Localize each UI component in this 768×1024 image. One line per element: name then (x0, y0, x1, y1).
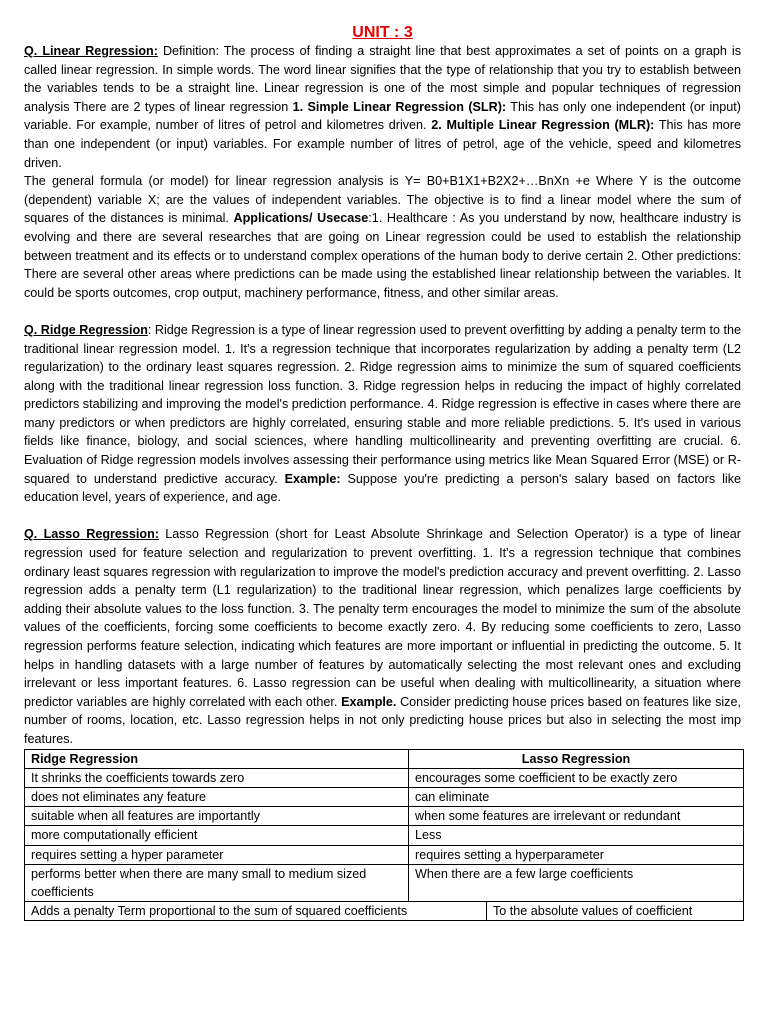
ridge-regression-heading: Q. Ridge Regression (24, 322, 148, 337)
table-cell: does not eliminates any feature (25, 787, 409, 806)
spacer (24, 507, 741, 526)
table-cell: suitable when all features are importantly (25, 807, 409, 826)
table-cell: Adds a penalty Term proportional to the sum of squared coefficients (25, 902, 487, 921)
table-header-row (25, 749, 744, 768)
table-cell: requires setting a hyper parameter (25, 845, 409, 864)
table-row (25, 864, 744, 901)
table-row (25, 845, 744, 864)
table-cell: To the absolute values of coefficient (487, 902, 744, 921)
comparison-table (24, 749, 744, 903)
ridge-regression-paragraph: Q. Ridge Regression: Ridge Regression is a type of linear regression used to prevent overfitting by adding a penalty term to the traditional linear regression model. 1. It's a regression technique that incorporates regularization by adding a penalty term (L2 regularization) to the ordinary least squares regression. 2. Ridge regression aims to minimize the sum of squared coefficients along with the traditional linear regression loss function. 3. Ridge regression helps in reducing the impact of highly correlated predictors stabilizing and improving the model's prediction performance. 4. Ridge regression is effective in cases where there are many predictors or when predictors are highly correlated, ensuring stable and more reliable predictions. 5. It's used in various fields like finance, biology, and social sciences, where handling multicollinearity and preventing overfitting are crucial. 6. Evaluation of Ridge regression models involves assessing their performance using metrics like Mean Squared Error (MSE) or R-squared to understand predictive accuracy. Example: Suppose you're predicting a person's salary based on factors like education level, years of experience, and age. (24, 322, 741, 505)
spacer (24, 302, 741, 321)
table-cell: more computationally efficient (25, 826, 409, 845)
linear-regression-paragraph: Q. Linear Regression: Definition: The process of finding a straight line that best approximates a set of points on a graph is called linear regression. In simple words. The word linear signifies that the type of relationship that you try to establish between the variables tends to be a straight line. Linear regression is one of the most simple and popular techniques of regression analysis There are 2 types of linear regression 1. Simple Linear Regression (SLR): This has only one independent (or input) variable. For example, number of litres of petrol and kilometres driven. 2. Multiple Linear Regression (MLR): This has more than one independent (or input) variables. For example number of litres of petrol, age of the vehicle, speed and kilometres driven. (24, 44, 742, 170)
table-header-ridge: Ridge Regression (25, 749, 409, 768)
table-row (25, 787, 744, 806)
linear-regression-formula-paragraph: The general formula (or model) for linear regression analysis is Y= B0+B1X1+B2X2+…BnXn +e Where Y is the outcome (dependent) variable X; are the values of independent variables. The objective is to find a linear model where the sum of squares of the distances is minimal. Applications/ Usecase:1. Healthcare : As you understand by now, healthcare industry is evolving and there are several researches that are going on Linear regression could be used to establish the relationship between treatment and its effects or to understand complex operations of the human body to derive certain 2. Other predictions: There are several other areas where predictions can be made using the established linear relationship between the variables. It could be sports outcomes, crop output, machinery performance, fitness, and other similar areas. (24, 174, 742, 300)
unit-title: UNIT : 3 (352, 24, 413, 41)
table-cell: requires setting a hyperparameter (409, 845, 744, 864)
table-cell: It shrinks the coefficients towards zero (25, 768, 409, 787)
table-row (25, 902, 744, 921)
table-header-lasso: Lasso Regression (409, 749, 744, 768)
table-cell: can eliminate (409, 787, 744, 806)
table-cell: Less (409, 826, 744, 845)
linear-regression-heading: Q. Linear Regression: (24, 44, 158, 58)
table-cell: encourages some coefficient to be exactly zero (409, 768, 744, 787)
table-cell: When there are a few large coefficients (409, 864, 744, 901)
table-cell: performs better when there are many small to medium sized coefficients (25, 864, 409, 901)
table-row (25, 826, 744, 845)
table-row (25, 807, 744, 826)
comparison-table-last-row (24, 901, 744, 921)
lasso-regression-paragraph: Q. Lasso Regression: Lasso Regression (short for Least Absolute Shrinkage and Selection Operator) is a type of linear regression used for feature selection and regularization to prevent overfitting. 1. It's a regression technique that combines ordinary least squares regression with regularization to improve the model's prediction accuracy and prevent overfitting. 2. Lasso regression adds a penalty term (L1 regularization) to the traditional linear regression, which penalizes large coefficients by adding their absolute values to the loss function. 3. The penalty term encourages the model to minimize the sum of the absolute values of the coefficients, forcing some coefficients to become exactly zero. 4. By reducing some coefficients to zero, Lasso regression performs feature selection, indicating which features are more important or influential in predicting the outcome. 5. It helps in handling datasets with a large number of features by automatically selecting the most relevant ones and excluding irrelevant or less important features. 6. Lasso regression can be useful when dealing with multicollinearity, a situation where predictor variables are highly correlated with each other. Example. Consider predicting house prices based on features like size, number of rooms, location, etc. Lasso regression helps in not only predicting house prices but also in selecting the most imp features. (24, 527, 741, 746)
table-cell: when some features are irrelevant or redundant (409, 807, 744, 826)
table-row (25, 768, 744, 787)
lasso-regression-heading: Q. Lasso Regression: (24, 527, 160, 542)
